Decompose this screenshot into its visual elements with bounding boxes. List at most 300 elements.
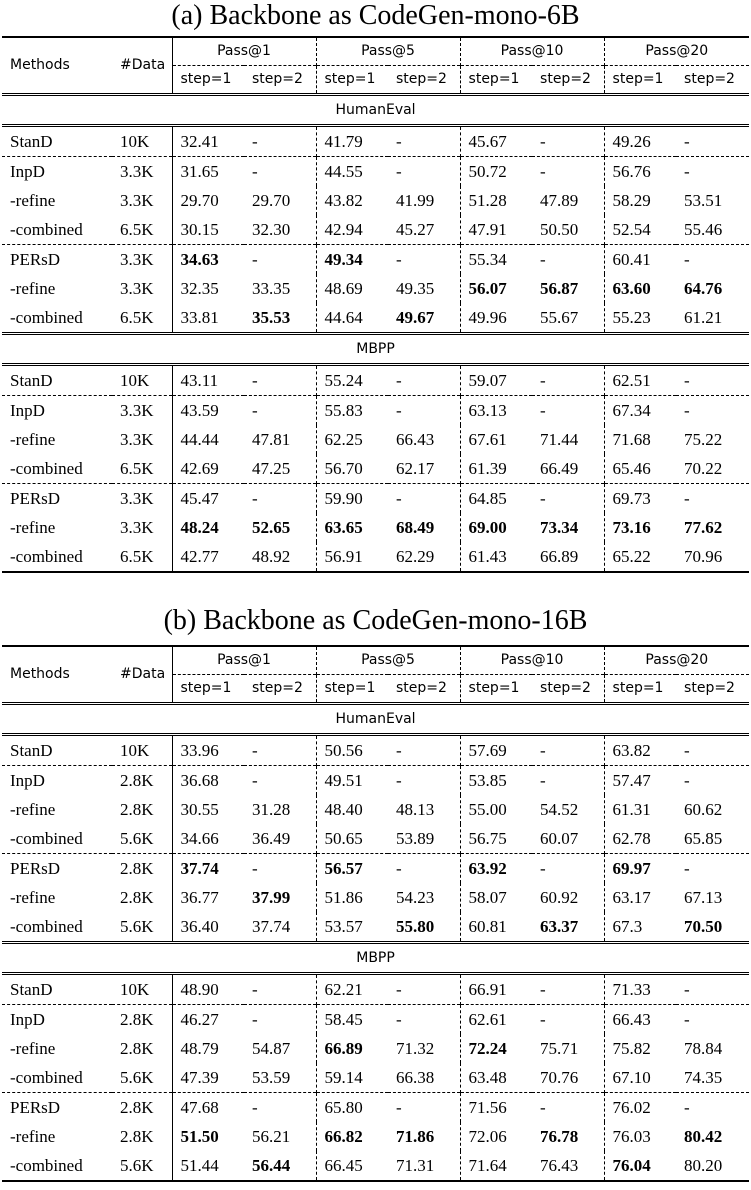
score-cell: [316, 274, 388, 303]
score-value: 47.81: [252, 430, 291, 449]
score-cell: [244, 126, 316, 157]
score-value: 32.35: [180, 279, 219, 298]
score-value: 66.38: [396, 1068, 435, 1087]
score-value: 63.60: [612, 279, 651, 298]
score-value: 32.30: [252, 220, 291, 239]
table-row: [2, 126, 749, 157]
table-row: [2, 484, 749, 514]
score-value: 49.26: [612, 132, 651, 151]
results-table-b: [2, 645, 749, 1182]
table-row: [2, 215, 749, 245]
score-value: 70.96: [684, 547, 723, 566]
score-value: 58.45: [324, 1010, 363, 1029]
score-value: 66.89: [540, 547, 579, 566]
step-header: step=2: [532, 66, 604, 95]
score-cell: [388, 1063, 460, 1093]
score-cell: [532, 1063, 604, 1093]
score-value: 33.96: [180, 741, 219, 760]
dataset-row: [2, 95, 749, 126]
score-value: -: [396, 771, 402, 790]
score-value: -: [396, 489, 402, 508]
score-cell: [172, 157, 244, 187]
score-cell: [316, 365, 388, 396]
score-cell: [316, 1151, 388, 1181]
score-cell: [388, 274, 460, 303]
score-cell: [244, 854, 316, 884]
pass-group-header: Pass@1: [172, 646, 316, 675]
data-header: #Data: [112, 37, 172, 95]
score-value: 36.49: [252, 829, 291, 848]
data-size-cell: 2.8K: [120, 800, 154, 819]
score-value: 51.28: [468, 191, 507, 210]
method-cell: InpD: [2, 396, 112, 426]
score-value: 66.43: [612, 1010, 651, 1029]
score-cell: [604, 484, 676, 514]
score-value: 50.72: [468, 162, 507, 181]
score-cell: [172, 735, 244, 766]
score-cell: [388, 513, 460, 542]
score-cell: [676, 912, 749, 943]
score-value: 50.56: [324, 741, 363, 760]
score-cell: [244, 186, 316, 215]
score-value: 63.65: [324, 518, 363, 537]
score-value: 37.74: [180, 859, 219, 878]
score-cell: [532, 1005, 604, 1035]
score-cell: [388, 425, 460, 454]
method-cell: -combined: [10, 459, 83, 478]
score-value: 61.21: [684, 308, 723, 327]
score-value: 65.46: [612, 459, 651, 478]
score-cell: [388, 303, 460, 334]
score-cell: [316, 513, 388, 542]
score-value: 48.92: [252, 547, 291, 566]
score-cell: [388, 542, 460, 572]
score-cell: [460, 1122, 532, 1151]
data-size-cell: 3.3K: [112, 484, 172, 514]
pass-group-header: Pass@10: [460, 37, 604, 66]
score-value: 76.43: [540, 1156, 579, 1175]
score-cell: [244, 795, 316, 824]
score-cell: [388, 1034, 460, 1063]
score-value: -: [684, 741, 690, 760]
score-cell: [460, 186, 532, 215]
score-cell: [604, 274, 676, 303]
score-cell: [172, 912, 244, 943]
score-value: 47.91: [468, 220, 507, 239]
score-cell: [604, 1034, 676, 1063]
score-value: 67.13: [684, 888, 723, 907]
score-cell: [676, 766, 749, 796]
step-header: step=1: [460, 66, 532, 95]
score-cell: [244, 396, 316, 426]
method-cell: PERsD: [2, 245, 112, 275]
score-value: 70.22: [684, 459, 723, 478]
score-cell: [172, 454, 244, 484]
score-cell: [172, 1005, 244, 1035]
score-cell: [604, 454, 676, 484]
data-size-cell: 2.8K: [120, 1039, 154, 1058]
score-cell: [676, 1034, 749, 1063]
score-value: 36.77: [180, 888, 219, 907]
score-cell: [244, 484, 316, 514]
score-cell: [676, 1093, 749, 1123]
method-cell: -combined: [2, 542, 112, 572]
score-value: -: [540, 741, 546, 760]
data-size-cell: 3.3K: [120, 430, 154, 449]
table-row: [2, 795, 749, 824]
data-size-cell: 2.8K: [120, 1127, 154, 1146]
score-value: 71.31: [396, 1156, 435, 1175]
score-cell: [460, 735, 532, 766]
score-value: 56.75: [468, 829, 507, 848]
score-value: 66.43: [396, 430, 435, 449]
score-value: 50.65: [324, 829, 363, 848]
data-size-cell: 10K: [120, 741, 150, 760]
step-header: step=2: [388, 66, 460, 95]
score-cell: [172, 766, 244, 796]
score-value: 62.51: [612, 371, 651, 390]
score-value: 48.24: [180, 518, 219, 537]
score-cell: [244, 542, 316, 572]
score-cell: [532, 157, 604, 187]
method-cell: -refine: [10, 888, 56, 907]
dataset-row: [2, 704, 749, 735]
score-cell: [460, 425, 532, 454]
table-caption-a: (a) Backbone as CodeGen-mono-6B: [171, 0, 580, 31]
data-size-cell: 6.5K: [120, 459, 154, 478]
score-value: 31.28: [252, 800, 291, 819]
score-cell: [604, 854, 676, 884]
score-value: 52.54: [612, 220, 651, 239]
score-value: -: [684, 1098, 690, 1117]
data-size-cell: 5.6K: [112, 1151, 172, 1181]
score-value: 29.70: [252, 191, 291, 210]
table-row: [2, 157, 749, 187]
score-value: -: [540, 1098, 546, 1117]
score-cell: [604, 245, 676, 275]
score-cell: [532, 245, 604, 275]
table-row: [2, 186, 749, 215]
score-value: 45.47: [180, 489, 219, 508]
score-value: 62.25: [324, 430, 363, 449]
step-header: step=1: [316, 675, 388, 704]
score-value: -: [396, 401, 402, 420]
score-value: 36.40: [180, 917, 219, 936]
score-cell: [172, 1063, 244, 1093]
score-value: 71.44: [540, 430, 579, 449]
score-value: 51.44: [180, 1156, 219, 1175]
score-value: 53.51: [684, 191, 723, 210]
score-value: 72.24: [468, 1039, 507, 1058]
score-cell: [388, 1093, 460, 1123]
score-value: 47.39: [180, 1068, 219, 1087]
data-size-cell: 3.3K: [112, 245, 172, 275]
score-value: 42.94: [324, 220, 363, 239]
score-cell: [532, 735, 604, 766]
methods-header: Methods: [2, 646, 112, 704]
score-value: -: [252, 741, 258, 760]
score-cell: [460, 1005, 532, 1035]
score-value: -: [684, 250, 690, 269]
score-value: 30.15: [180, 220, 219, 239]
table-row: [2, 1063, 749, 1093]
score-cell: [676, 484, 749, 514]
score-value: 65.22: [612, 547, 651, 566]
score-cell: [532, 513, 604, 542]
table-row: [2, 766, 749, 796]
score-cell: [316, 454, 388, 484]
score-value: 59.14: [324, 1068, 363, 1087]
method-cell: PERsD: [2, 484, 112, 514]
score-cell: [676, 215, 749, 245]
table-row: [2, 883, 749, 912]
score-cell: [172, 274, 244, 303]
score-value: 62.21: [324, 980, 363, 999]
score-cell: [388, 766, 460, 796]
table-row: [2, 396, 749, 426]
score-cell: [244, 883, 316, 912]
score-value: 31.65: [180, 162, 219, 181]
score-value: 75.82: [612, 1039, 651, 1058]
score-value: 75.71: [540, 1039, 579, 1058]
score-value: -: [684, 132, 690, 151]
score-value: -: [396, 980, 402, 999]
score-cell: [316, 484, 388, 514]
score-value: 49.67: [396, 308, 435, 327]
score-cell: [244, 1151, 316, 1181]
score-cell: [244, 303, 316, 334]
results-table-a: [2, 36, 749, 573]
score-cell: [604, 1005, 676, 1035]
data-size-cell: 3.3K: [120, 518, 154, 537]
score-value: 57.69: [468, 741, 507, 760]
score-value: 70.76: [540, 1068, 579, 1087]
score-cell: [604, 365, 676, 396]
score-cell: [532, 854, 604, 884]
score-value: 67.3: [612, 917, 643, 936]
score-value: 55.24: [324, 371, 363, 390]
method-cell: -refine: [10, 1039, 56, 1058]
score-value: 76.02: [612, 1098, 651, 1117]
score-cell: [532, 883, 604, 912]
score-cell: [388, 245, 460, 275]
table-row: [2, 1093, 749, 1123]
score-value: -: [396, 1010, 402, 1029]
score-cell: [532, 274, 604, 303]
score-cell: [676, 126, 749, 157]
score-cell: [172, 1093, 244, 1123]
score-cell: [676, 542, 749, 572]
score-value: 54.87: [252, 1039, 291, 1058]
score-cell: [244, 912, 316, 943]
score-cell: [316, 1005, 388, 1035]
header-row: [2, 646, 749, 675]
score-value: 51.50: [180, 1127, 219, 1146]
table-row: [2, 513, 749, 542]
table-row: [2, 365, 749, 396]
score-value: 47.25: [252, 459, 291, 478]
score-cell: [244, 425, 316, 454]
data-header: #Data: [112, 646, 172, 704]
score-cell: [316, 974, 388, 1005]
step-header: step=1: [604, 675, 676, 704]
score-value: -: [252, 401, 258, 420]
score-cell: [532, 1093, 604, 1123]
score-value: 69.73: [612, 489, 651, 508]
score-cell: [604, 126, 676, 157]
score-cell: [388, 484, 460, 514]
score-cell: [460, 974, 532, 1005]
pass-group-header: Pass@5: [316, 37, 460, 66]
data-size-cell: 2.8K: [112, 766, 172, 796]
score-value: -: [252, 162, 258, 181]
score-value: 51.86: [324, 888, 363, 907]
score-cell: [676, 795, 749, 824]
score-value: -: [252, 132, 258, 151]
score-cell: [604, 974, 676, 1005]
table-row: [2, 854, 749, 884]
score-value: 76.04: [612, 1156, 651, 1175]
step-header: step=2: [676, 66, 749, 95]
score-cell: [244, 245, 316, 275]
score-cell: [388, 157, 460, 187]
score-cell: [460, 454, 532, 484]
score-value: 63.48: [468, 1068, 507, 1087]
score-cell: [172, 365, 244, 396]
score-cell: [460, 1093, 532, 1123]
step-header: step=2: [532, 675, 604, 704]
score-cell: [316, 186, 388, 215]
method-cell: StanD: [10, 741, 53, 760]
score-cell: [316, 126, 388, 157]
score-cell: [604, 396, 676, 426]
score-cell: [604, 157, 676, 187]
score-cell: [604, 824, 676, 854]
score-cell: [316, 425, 388, 454]
score-value: 56.07: [468, 279, 507, 298]
table-row: [2, 1034, 749, 1063]
table-row: [2, 1151, 749, 1181]
score-value: -: [396, 250, 402, 269]
score-cell: [532, 766, 604, 796]
score-value: 45.27: [396, 220, 435, 239]
score-value: 56.87: [540, 279, 579, 298]
score-value: 37.99: [252, 888, 291, 907]
header-row: [2, 37, 749, 66]
score-cell: [316, 795, 388, 824]
score-cell: [532, 484, 604, 514]
score-value: 72.06: [468, 1127, 507, 1146]
score-value: 78.84: [684, 1039, 723, 1058]
step-header: step=2: [244, 66, 316, 95]
score-cell: [676, 1122, 749, 1151]
score-cell: [388, 795, 460, 824]
pass-group-header: Pass@1: [172, 37, 316, 66]
score-cell: [604, 1063, 676, 1093]
score-cell: [460, 883, 532, 912]
score-value: -: [396, 1098, 402, 1117]
score-cell: [460, 215, 532, 245]
score-value: 46.27: [180, 1010, 219, 1029]
score-cell: [676, 157, 749, 187]
score-cell: [460, 303, 532, 334]
score-cell: [676, 454, 749, 484]
data-size-cell: 10K: [120, 371, 150, 390]
score-value: 60.81: [468, 917, 507, 936]
score-value: -: [252, 250, 258, 269]
score-cell: [532, 186, 604, 215]
score-cell: [460, 365, 532, 396]
score-cell: [604, 303, 676, 334]
score-cell: [388, 974, 460, 1005]
score-value: 49.96: [468, 308, 507, 327]
score-cell: [172, 396, 244, 426]
score-cell: [532, 1151, 604, 1181]
score-cell: [460, 157, 532, 187]
dataset-label: MBPP: [2, 334, 749, 365]
score-cell: [532, 1034, 604, 1063]
score-cell: [604, 186, 676, 215]
score-cell: [316, 215, 388, 245]
score-cell: [460, 245, 532, 275]
score-value: 64.76: [684, 279, 723, 298]
step-header: step=1: [460, 675, 532, 704]
score-cell: [316, 542, 388, 572]
score-cell: [604, 425, 676, 454]
table-row: [2, 1122, 749, 1151]
score-cell: [532, 1122, 604, 1151]
score-cell: [244, 824, 316, 854]
score-value: 48.69: [324, 279, 363, 298]
data-size-cell: 10K: [120, 980, 150, 999]
score-value: 63.92: [468, 859, 507, 878]
score-value: 77.62: [684, 518, 723, 537]
method-cell: -combined: [2, 1151, 112, 1181]
score-value: 43.82: [324, 191, 363, 210]
pass-group-header: Pass@5: [316, 646, 460, 675]
score-value: 60.62: [684, 800, 723, 819]
data-size-cell: 5.6K: [120, 1068, 154, 1087]
score-cell: [604, 542, 676, 572]
dataset-label: MBPP: [2, 943, 749, 974]
method-cell: StanD: [10, 371, 53, 390]
score-value: -: [684, 162, 690, 181]
method-cell: -refine: [10, 800, 56, 819]
score-value: -: [252, 771, 258, 790]
score-cell: [532, 215, 604, 245]
score-value: 44.55: [324, 162, 363, 181]
step-header: step=2: [388, 675, 460, 704]
score-value: 55.00: [468, 800, 507, 819]
method-cell: InpD: [2, 157, 112, 187]
score-value: 30.55: [180, 800, 219, 819]
score-cell: [388, 454, 460, 484]
score-cell: [604, 766, 676, 796]
score-value: 47.89: [540, 191, 579, 210]
score-cell: [172, 854, 244, 884]
table-caption-b: (b) Backbone as CodeGen-mono-16B: [163, 605, 588, 636]
score-value: 63.82: [612, 741, 651, 760]
method-cell: PERsD: [2, 854, 112, 884]
score-cell: [676, 396, 749, 426]
score-cell: [316, 396, 388, 426]
score-value: -: [684, 371, 690, 390]
score-cell: [172, 542, 244, 572]
score-value: -: [396, 162, 402, 181]
score-cell: [172, 1122, 244, 1151]
score-value: 32.41: [180, 132, 219, 151]
score-cell: [460, 1151, 532, 1181]
